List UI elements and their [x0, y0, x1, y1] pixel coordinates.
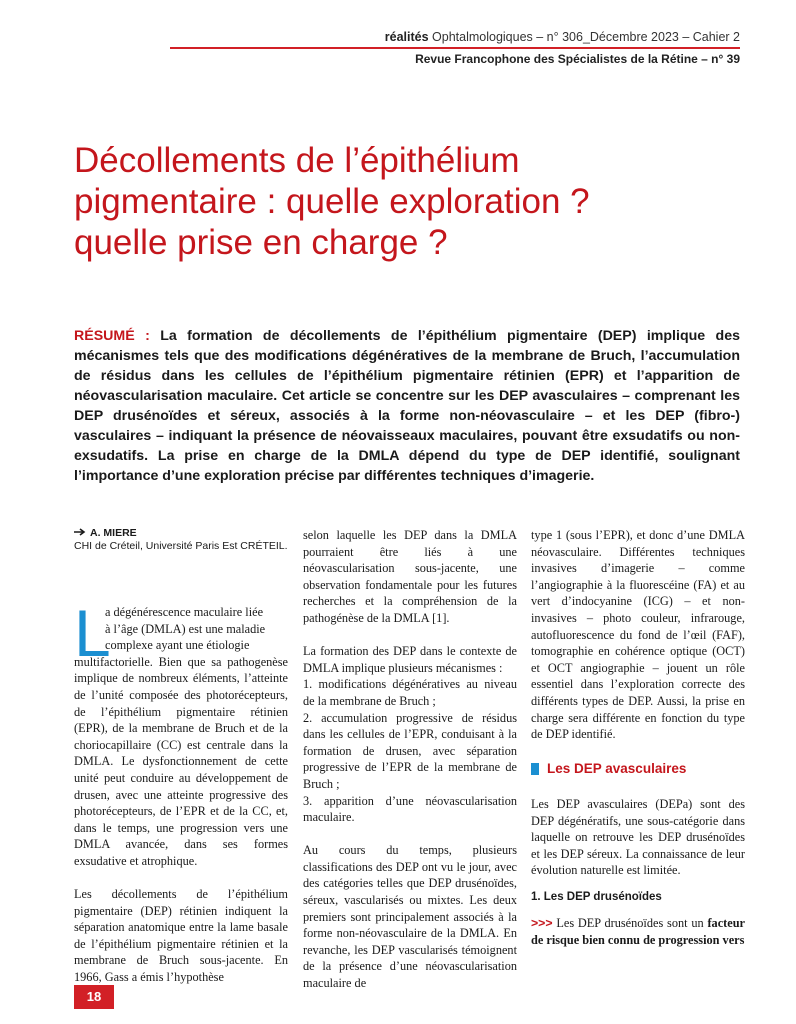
square-bullet-icon — [531, 763, 539, 775]
column-1 — [74, 596, 288, 986]
paragraph: selon laquelle les DEP dans la DMLA pourraient être liés à une néovascularisation sous-jacente, une observation fondamentale pour les futures recherches et la compréhension de la pathogénèse de la DMLA [1]. — [303, 528, 517, 625]
paragraph-bold-text: facteur de risque bien connu de progression vers — [531, 916, 746, 948]
journal-brand: réalités — [384, 30, 429, 44]
abstract — [74, 326, 740, 486]
paragraph: Les DEP avasculaires (DEPa) sont des DEP dégénératifs, une sous-catégorie dans laquelle on retrouve les DEP drusénoïdes et les DEP séreux. La connaissance de leur évolution naturelle est limitée. — [531, 796, 745, 878]
paragraph-line: à l’âge (DMLA) est une maladie — [105, 621, 266, 636]
paragraph — [531, 915, 745, 948]
article-title — [74, 140, 714, 263]
header-rule — [170, 47, 740, 49]
paragraph: multifactorielle. Bien que sa pathogenèse implique de nombreux éléments, l’atteinte de l’unité composée des photorécepteurs, de l’épithélium pigmentaire rétinien (EPR), de la membrane de Bruch et de la choriocapillaire (CC) est centrale dans la DMLA. Le dysfonctionnement de cette unité peut conduire au développement de drusen, avec une atteinte progressive des photorécepteurs, de l’EPR et de la CC, et, dans le temps, une progression vers une DMLA avancée, dans ses formes exsudative et atrophique. — [74, 654, 288, 868]
section-heading-text: Les DEP avasculaires — [547, 761, 687, 777]
list-item: 1. modifications dégénératives au niveau de la membrane de Bruch ; — [303, 677, 517, 708]
title-line: quelle prise en charge ? — [74, 223, 448, 262]
title-line: Décollements de l’épithélium — [74, 141, 520, 180]
page-number: 18 — [74, 985, 114, 1009]
column-3 — [531, 527, 745, 949]
paragraph: Les décollements de l’épithélium pigmentaire (DEP) rétinien indiquent la séparation anatomique entre la lame basale de l’épithélium pigmentaire rétinien et la membrane de Bruch sous-jacente. En 1966, Gass a émis l’hypothèse — [74, 887, 288, 985]
journal-subtitle: Revue Francophone des Spécialistes de la Rétine – n° 39 — [415, 52, 740, 66]
paragraph: type 1 (sous l’EPR), et donc d’une DMLA néovasculaire. Différentes techniques invasives d’imagerie – comme l’angiographie à la fluorescéine (FA) et au vert d’indocyanine (ICG) – et non-invasives – photo couleur, infrarouge, autofluorescence du fond de l’œil (FAF), tomographie en cohérence optique (OCT) et OCT angiographie – jouent un rôle essentiel dans l’exploration correcte des différents types de DEP. Aussi, la prise en charge sera différente en fonction du type de DEP identifié. — [531, 528, 745, 742]
author-block — [74, 527, 288, 553]
paragraph-line: a dégénérescence maculaire liée — [105, 605, 264, 619]
section-heading — [531, 759, 745, 779]
column-2 — [303, 527, 517, 992]
list-item: 3. apparition d’une néovascularisation maculaire. — [303, 793, 517, 825]
title-line: pigmentaire : quelle exploration ? — [74, 182, 590, 221]
triple-arrow-icon: >>> — [531, 916, 553, 931]
paragraph-line: complexe ayant une étiologie — [105, 638, 250, 653]
abstract-label: RÉSUMÉ : — [74, 328, 150, 344]
author-affiliation: CHI de Créteil, Université Paris Est CRÉTEIL. — [74, 540, 288, 552]
paragraph: Au cours du temps, plusieurs classifications des DEP ont vu le jour, avec des catégories telles que DEP drusénoïdes, séreux, vascularisés ou mixtes. Les deux premiers sont principalement associés à la forme non-néovasculaire de la DMLA. En revanche, les DEP vascularisés témoignent de la présence d’une néovascularisation maculaire de — [303, 843, 517, 991]
subsection-heading: 1. Les DEP drusénoïdes — [531, 890, 662, 903]
drop-cap: L — [74, 596, 111, 670]
journal-header — [0, 30, 740, 44]
issue-info: Ophtalmologiques – n° 306_Décembre 2023 – Cahier 2 — [432, 30, 740, 44]
abstract-text: La formation de décollements de l’épithélium pigmentaire (DEP) implique des mécanismes tels que des modifications dégénératives de la membrane de Bruch, l’accumulation de résidus dans les cellules de l’épithélium pigmentaire rétinien (EPR) et l’apparition de néovascularisation maculaire. Cet article se concentre sur les DEP avasculaires – comprenant les DEP drusénoïdes et séreux, associés à la forme non-néovasculaire – et les DEP (fibro-) vasculaires – indiquant la présence de néovaisseaux maculaires, pouvant être exsudatifs ou non-exsudatifs. La prise en charge de la DMLA dépend du type de DEP identifié, soulignant l’importance d’une exploration précise par différentes techniques d’imagerie. — [74, 328, 740, 484]
list-item: 2. accumulation progressive de résidus dans les cellules de l’EPR, conduisant à la formation de drusen, avec séparation progressive de l’EPR de la membrane de Bruch ; — [303, 710, 517, 791]
paragraph: La formation des DEP dans le contexte de DMLA implique plusieurs mécanismes : — [303, 644, 517, 675]
arrow-right-icon — [74, 527, 90, 540]
author-name: A. MIERE — [90, 527, 137, 539]
paragraph-text: Les DEP drusénoïdes sont un — [556, 916, 704, 931]
